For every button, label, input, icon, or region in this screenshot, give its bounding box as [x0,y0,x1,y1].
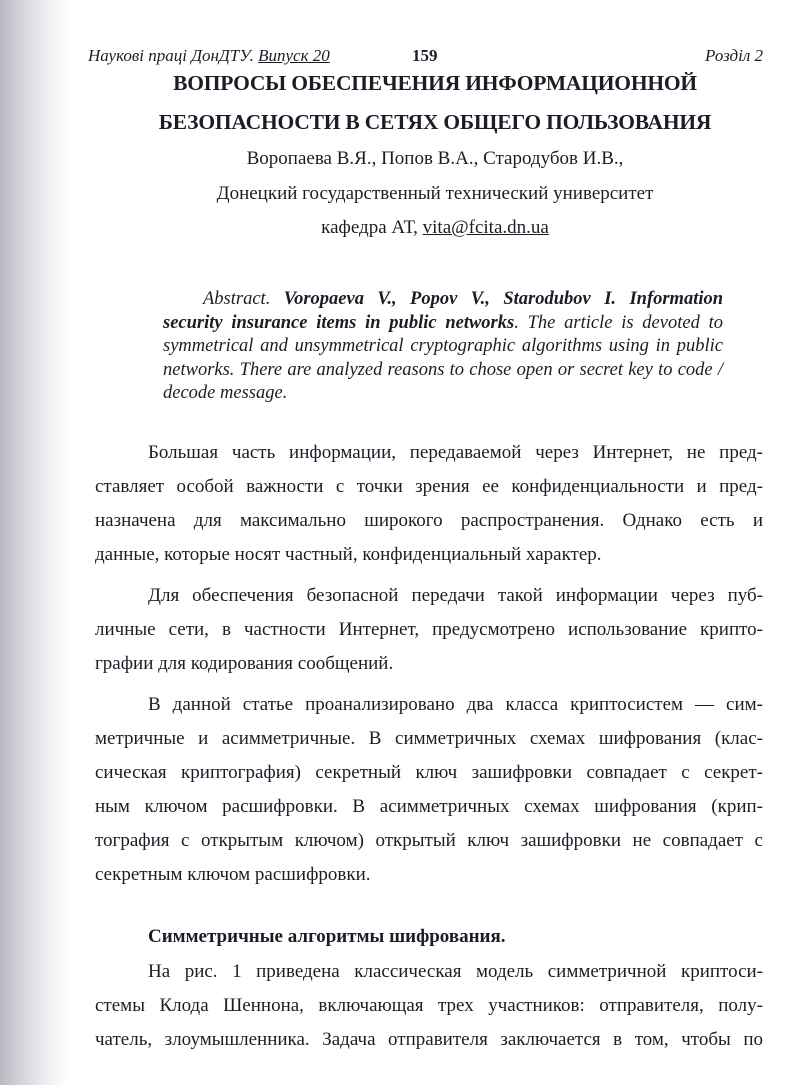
paragraph-1-line: назначена для максимально широкого распространения. Однако есть и [95,510,763,531]
paragraph-3-line: В данной статье проанализировано два класса криптосистем — сим- [148,694,763,715]
paragraph-1-line: данные, которые носят частный, конфиденциальный характер. [95,544,602,565]
authors: Воропаева В.Я., Попов В.А., Стародубов И.В., [246,148,624,169]
running-head [88,44,763,68]
page-number: 159 [412,46,438,65]
department-label: кафедра АТ, [321,217,418,238]
paragraph-2-line: личные сети, в частности Интернет, предусмотрено использование крипто- [95,619,763,640]
department [60,217,805,239]
email-link[interactable]: vita@fcita.dn.ua [422,217,549,238]
abstract-citation: Voropaeva V., Popov V., Starodubov I. Information security insurance items in public networks [163,289,724,333]
affiliation: Донецкий государственный технический университет [216,183,654,204]
section-label: Розділ 2 [705,46,763,65]
journal-name [88,44,330,68]
paragraph-3-line: метричные и асимметричные. В симметричных схемах шифрования (клас- [95,728,763,749]
section-paragraph-line: чатель, злоумышленника. Задача отправителя заключается в том, чтобы по [95,1029,763,1050]
abstract-label: Abstract. [203,289,271,309]
article-title-line-1: ВОПРОСЫ ОБЕСПЕЧЕНИЯ ИНФОРМАЦИОННОЙ [173,71,697,95]
issue-number: Випуск 20 [258,46,330,65]
paragraph-1-line: ставляет особой важности с точки зрения ее конфиденциальности и пред- [95,476,763,497]
section-heading: Симметричные алгоритмы шифрования. [148,926,506,947]
section-paragraph-line: стемы Клода Шеннона, включающая трех участников: отправителя, полу- [95,995,763,1016]
paragraph-3-line: тография с открытым ключом) открытый ключ зашифровки не совпадает с [95,830,763,851]
paragraph-3-line: сическая криптография) секретный ключ зашифровки совпадает с секрет- [95,762,763,783]
paragraph-2-line: графии для кодирования сообщений. [95,653,394,674]
abstract [163,288,723,406]
paragraph-1-line: Большая часть информации, передаваемой через Интернет, не пред- [148,442,763,463]
journal-title: Наукові праці ДонДТУ. [88,46,254,65]
section-paragraph-line: На рис. 1 приведена классическая модель симметричной криптоси- [148,961,763,982]
abstract-text: . The article is devoted to symmetrical and unsymmetrical cryptographic algorithms using in public networks. There are analyzed reasons to chose open or secret key to code / decode message. [163,312,723,403]
article-title-line-2: БЕЗОПАСНОСТИ В СЕТЯХ ОБЩЕГО ПОЛЬЗОВАНИЯ [158,110,712,134]
paragraph-3-line: ным ключом расшифровки. В асимметричных схемах шифрования (крип- [95,796,763,817]
paragraph-2-line: Для обеспечения безопасной передачи такой информации через пуб- [148,585,763,606]
paragraph-3-line: секретным ключом расшифровки. [95,864,371,885]
